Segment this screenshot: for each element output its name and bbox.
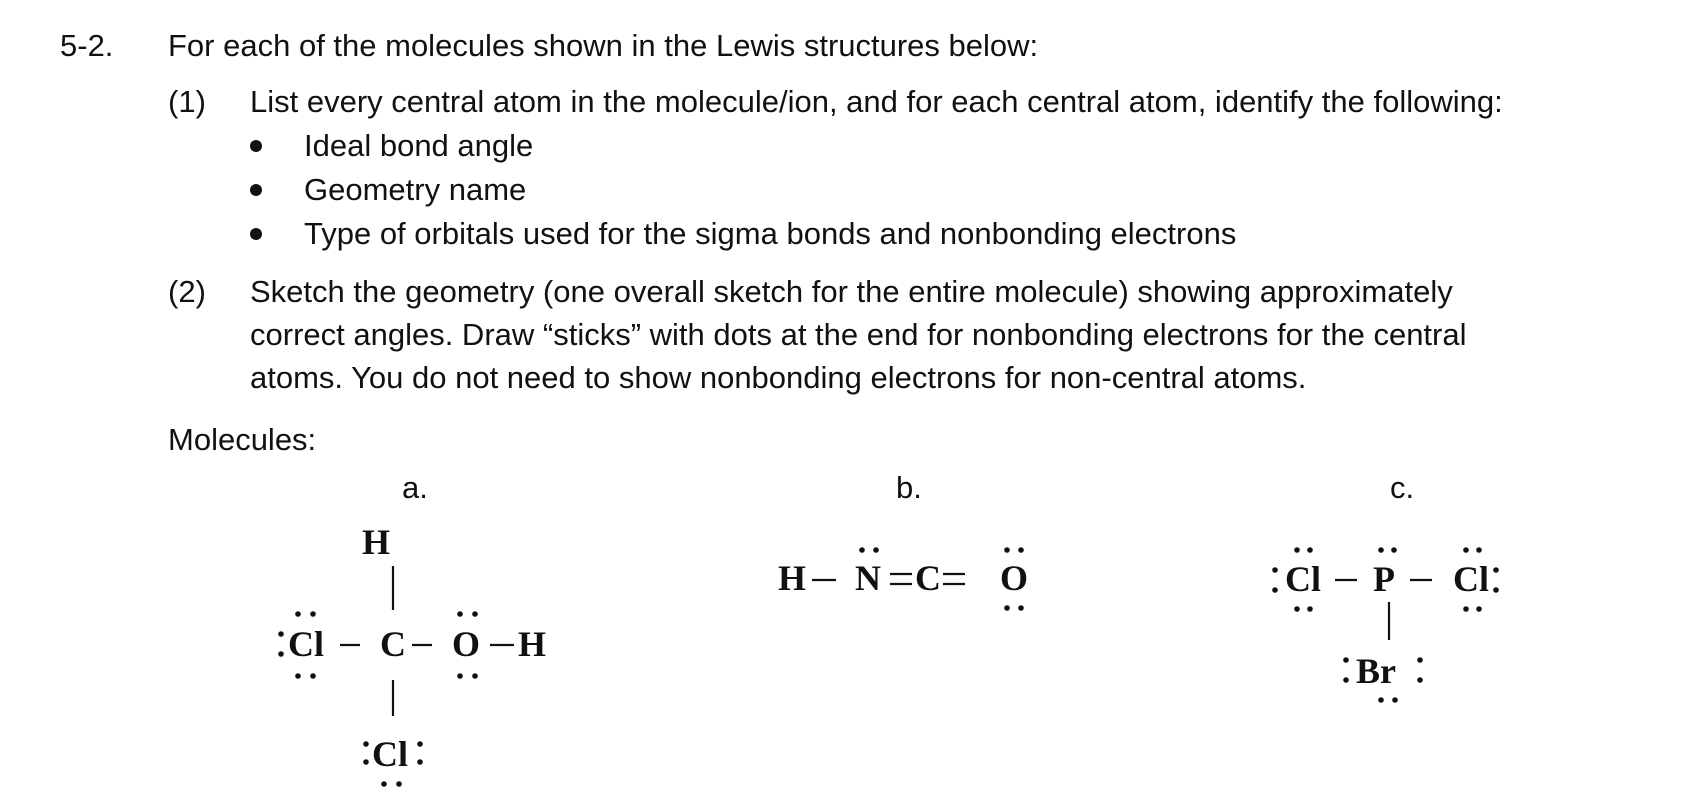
lone-pair-dot — [1463, 547, 1469, 553]
lone-pair-dot — [1476, 547, 1482, 553]
molecule-c-structure — [1272, 547, 1499, 703]
lone-pair-dot — [295, 611, 301, 617]
atom-cl: Cl — [288, 624, 324, 664]
lone-pair-dot — [310, 673, 316, 679]
atom-h: H — [778, 558, 807, 598]
molecule-b-label: b. — [896, 470, 922, 505]
lone-pair-dot — [1392, 697, 1398, 703]
lone-pair-dot — [1378, 697, 1384, 703]
lone-pair-dot — [1391, 547, 1397, 553]
lone-pair-dot — [396, 781, 402, 787]
lone-pair-dot — [1463, 606, 1469, 612]
lone-pair-dot — [1307, 606, 1313, 612]
atom-c: C — [380, 624, 406, 664]
lone-pair-dot — [1004, 547, 1010, 553]
lone-pair-dot — [1018, 547, 1024, 553]
lone-pair-dot — [1417, 657, 1423, 663]
lone-pair-dot — [278, 651, 284, 657]
lone-pair-dot — [1272, 587, 1278, 593]
lone-pair-dot — [1272, 567, 1278, 573]
problem-intro: For each of the molecules shown in the Lewis structures below: — [168, 28, 1039, 63]
lone-pair-dot — [1476, 606, 1482, 612]
part2-marker: (2) — [168, 274, 206, 309]
molecule-a-label: a. — [402, 470, 428, 505]
atom-c: C — [915, 558, 941, 598]
atom-cl: Cl — [1285, 559, 1321, 599]
atom-o: O — [452, 624, 481, 664]
lone-pair-dot — [1343, 677, 1349, 683]
molecule-c-label: c. — [1390, 470, 1415, 505]
atom-n: N — [855, 558, 881, 598]
lone-pair-dot — [1004, 605, 1010, 611]
lone-pair-dot — [363, 741, 369, 747]
lone-pair-dot — [1417, 677, 1423, 683]
lone-pair-dot — [417, 741, 423, 747]
lone-pair-dot — [1307, 547, 1313, 553]
atom-p: P — [1373, 559, 1395, 599]
atom-cl: Cl — [1453, 559, 1489, 599]
lone-pair-dot — [1018, 605, 1024, 611]
lone-pair-dot — [1378, 547, 1384, 553]
bullet-item: Geometry name — [304, 172, 527, 207]
part1-text: List every central atom in the molecule/ion, and for each central atom, identify the following: — [250, 84, 1503, 119]
lone-pair-dot — [363, 759, 369, 765]
bullet-item: Type of orbitals used for the sigma bonds and nonbonding electrons — [304, 216, 1237, 251]
lone-pair-dot — [457, 611, 463, 617]
part2-line: Sketch the geometry (one overall sketch for the entire molecule) showing approximately — [250, 274, 1453, 309]
part1-marker: (1) — [168, 84, 206, 119]
atom-br: Br — [1356, 651, 1396, 691]
atom-h: H — [518, 624, 547, 664]
problem-number: 5-2. — [60, 28, 114, 63]
part2-line: atoms. You do not need to show nonbonding electrons for non-central atoms. — [250, 360, 1307, 395]
lone-pair-dot — [457, 673, 463, 679]
atom-cl: Cl — [372, 734, 408, 774]
lone-pair-dot — [859, 547, 865, 553]
lone-pair-dot — [310, 611, 316, 617]
lone-pair-dot — [295, 673, 301, 679]
molecule-b-structure — [778, 547, 1028, 611]
lone-pair-dot — [1294, 547, 1300, 553]
lone-pair-dot — [278, 631, 284, 637]
bullet-item: Ideal bond angle — [304, 128, 534, 163]
atom-o: O — [1000, 558, 1029, 598]
lone-pair-dot — [381, 781, 387, 787]
lone-pair-dot — [417, 759, 423, 765]
molecule-a-structure — [278, 522, 546, 787]
lone-pair-dot — [1343, 657, 1349, 663]
part2-line: correct angles. Draw “sticks” with dots at the end for nonbonding electrons for the central — [250, 317, 1467, 352]
lone-pair-dot — [472, 673, 478, 679]
lone-pair-dot — [472, 611, 478, 617]
lone-pair-dot — [1493, 587, 1499, 593]
lone-pair-dot — [1294, 606, 1300, 612]
atom-h: H — [361, 522, 391, 562]
lone-pair-dot — [873, 547, 879, 553]
molecules-label: Molecules: — [168, 422, 317, 457]
lone-pair-dot — [1493, 567, 1499, 573]
